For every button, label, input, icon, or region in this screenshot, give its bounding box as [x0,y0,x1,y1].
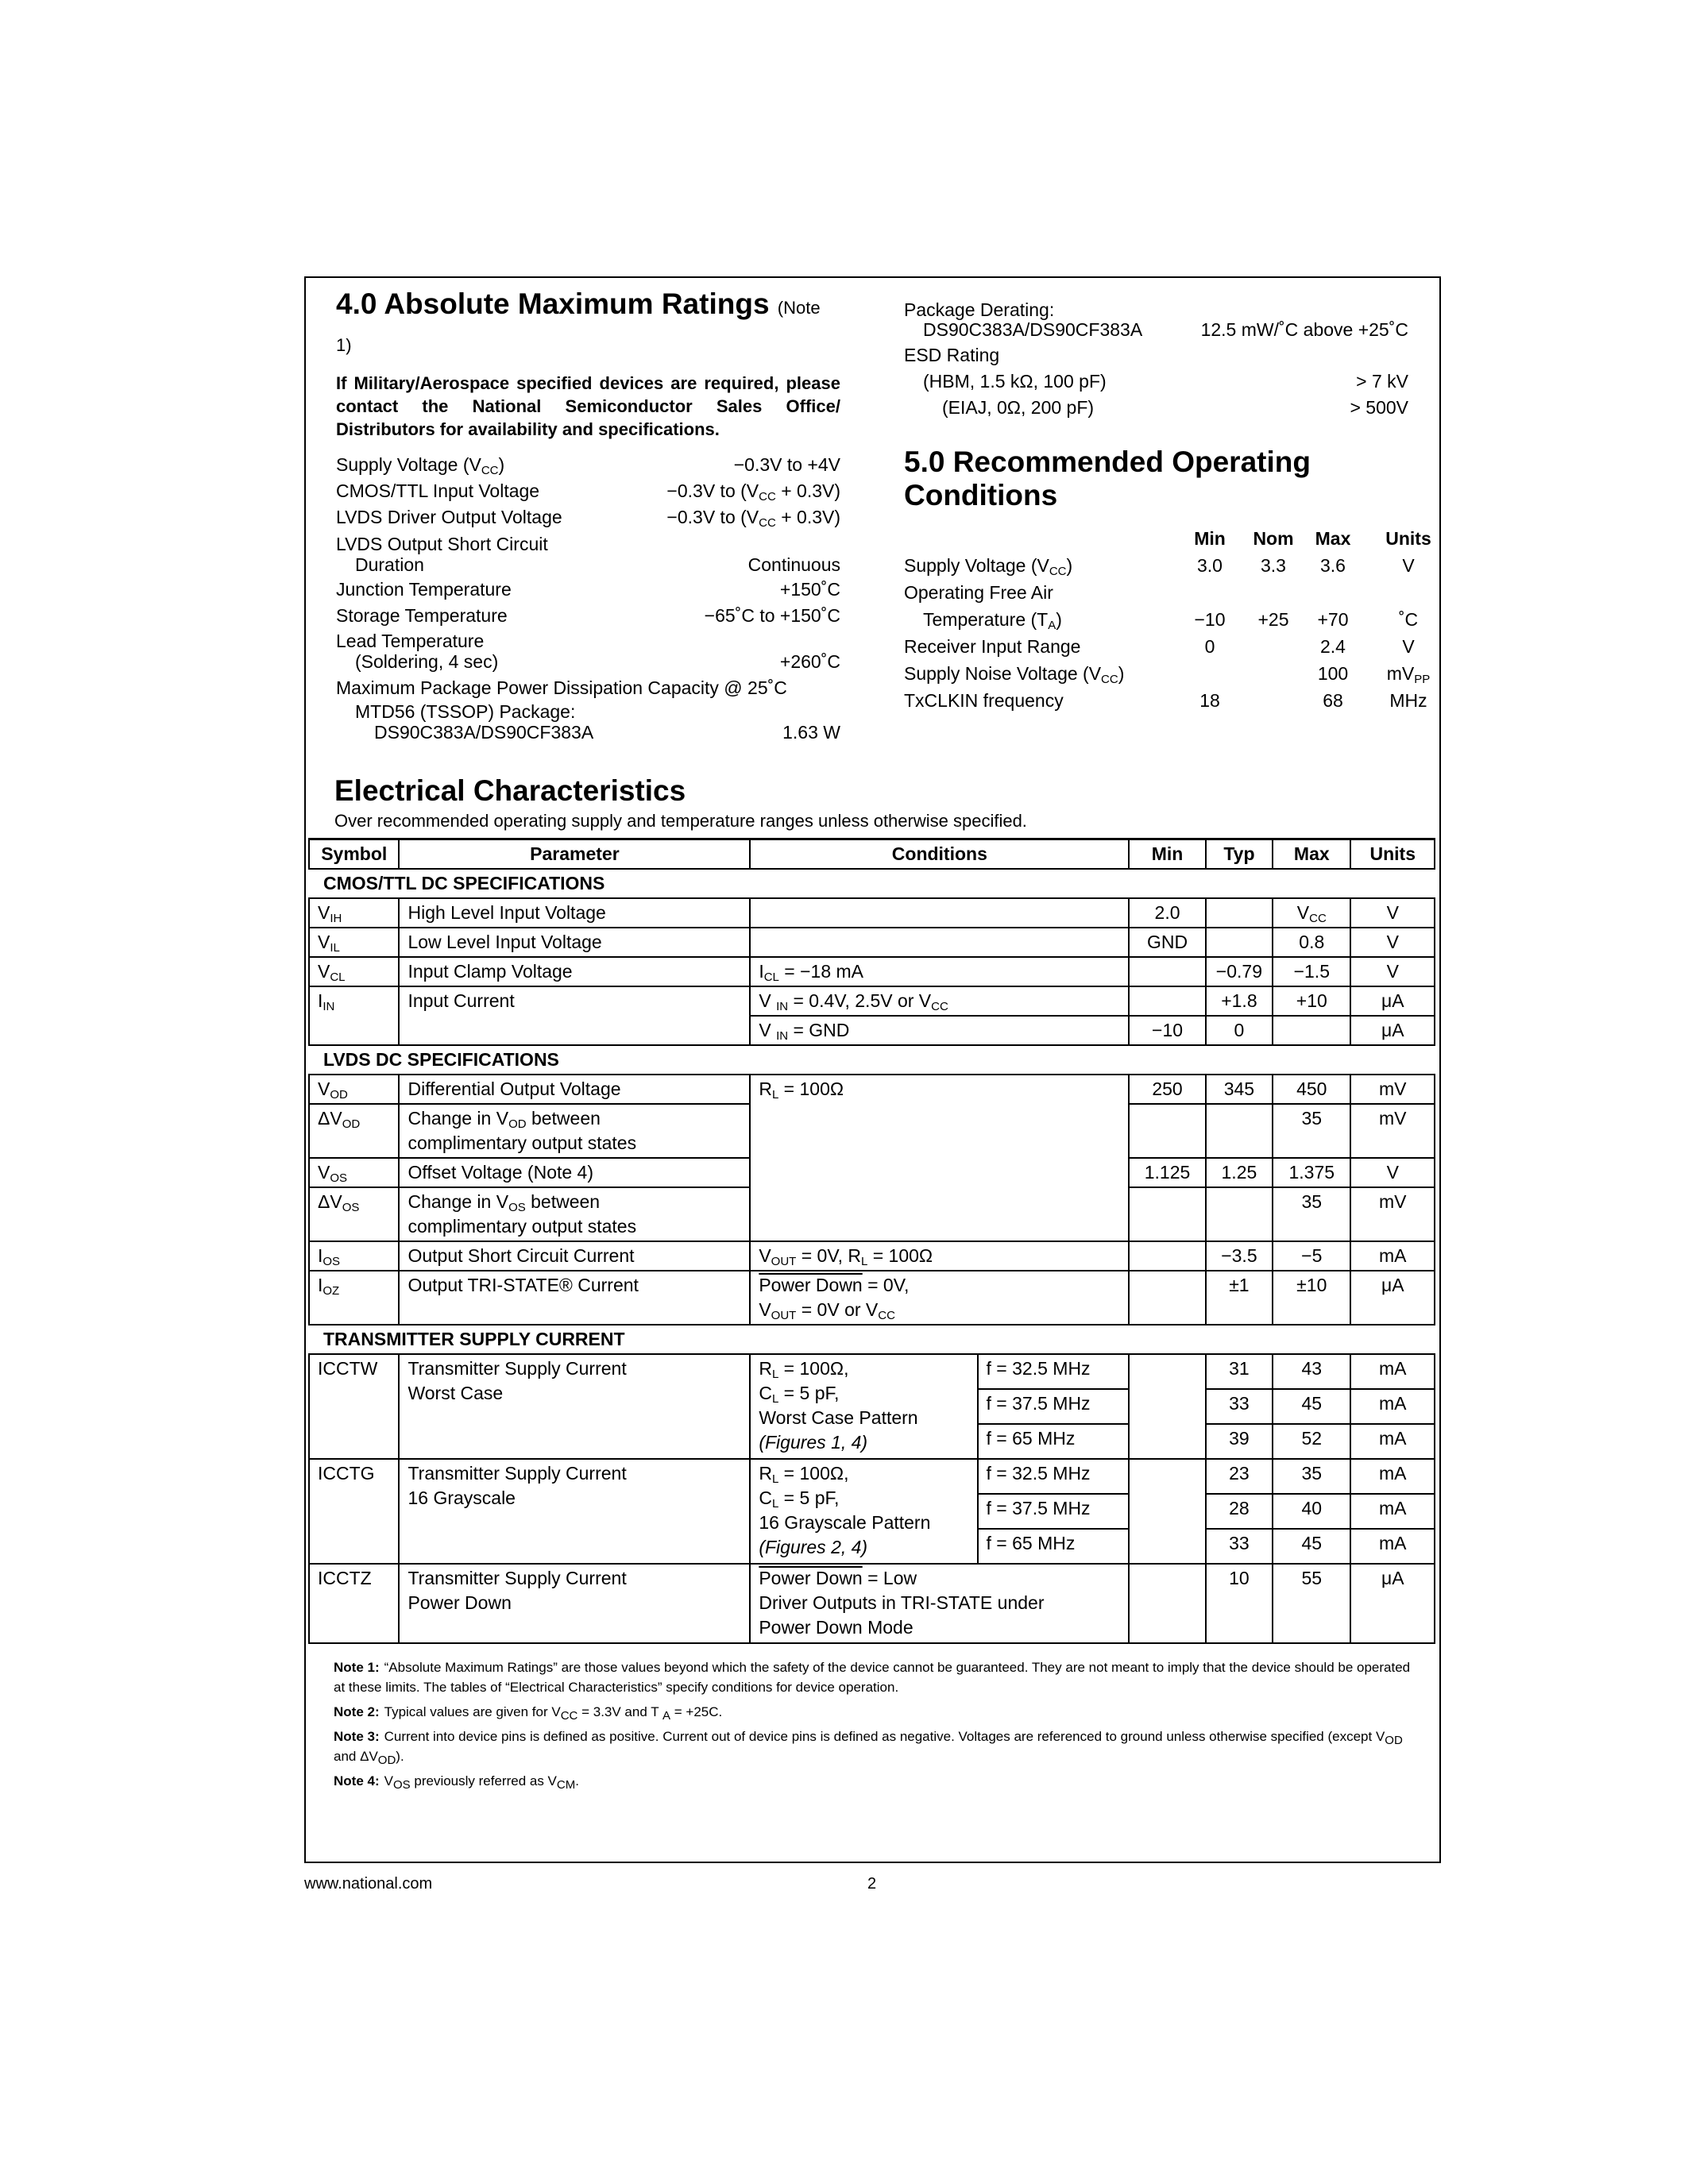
page-number: 2 [867,1875,877,1893]
rec-op-table: Min Nom Max Units Supply Voltage $(V_{CC})$ 3.0 3.3 3.6 V Operating Free Air Temperature $(T_A)$ −10 +25 +70 ˚C Receiver Input Range 0 2.4 V Supply Noise Voltage $(V_{CC})$ 100 $mV_{PP}$ TxCLKIN frequency 18 68 MHz [904,525,1420,714]
table-row: $I_{IN}$ Input Current V $_{IN}$ = 0.4V, 2.5V or $V_{CC}$ +1.8 +10 μA [309,986,1435,1016]
list-item: (EIAJ, 0Ω, 200 pF) > 500V [942,397,1408,418]
section-row: TRANSMITTER SUPPLY CURRENT [309,1325,1435,1354]
list-item: Junction Temperature +150˚C [336,579,840,600]
abs-max-list [336,452,840,743]
elec-table [308,838,1435,1644]
table-header: Symbol Parameter Conditions Min Typ Max Units [309,839,1435,870]
table-row: $\Delta V_{OD}$ Change in $V_{OD}$ between complimentary output states 35 mV [309,1104,1435,1158]
table-row: f = 65 MHz 33 45 mA [309,1529,1435,1564]
esd-label: ESD Rating [904,345,1000,365]
table-row: $V_{CL}$ Input Clamp Voltage $I_{CL} = -18$ mA −0.79 −1.5 V [309,957,1435,986]
list-item: Supply Voltage $(V_{CC})$ −0.3V to +4V [336,454,840,477]
note-3: Note 3: Current into device pins is defined as positive. Current out of device pins is defined as negative. Voltages are referenced to ground unless otherwise specified (except $V_{OD}$ and $\Delta V_{OD}$). [334,1729,1403,1767]
col-header: Max [1315,528,1351,549]
table-row: V $_{IN}$ = GND −10 0 μA [309,1016,1435,1045]
table-row: f = 65 MHz 39 52 mA [309,1424,1435,1459]
table-row: $\Delta V_{OS}$ Change in $V_{OS}$ between complimentary output states 35 mV [309,1187,1435,1241]
derating-esd-section [904,300,1408,419]
footer-url-link[interactable]: www.national.com [304,1875,433,1893]
row-label: Temperature $(T_A)$ [923,609,1062,632]
row-label: Operating Free Air [904,582,1053,603]
table-row: $V_{IH}$ High Level Input Voltage 2.0 $V_{CC}$ V [309,898,1435,928]
rec-op-heading: 5.0 Recommended Operating Conditions [904,446,1311,511]
table-row: $V_{OS}$ Offset Voltage (Note 4) 1.125 1.25 1.375 V [309,1158,1435,1187]
col-header: Min [1194,528,1226,549]
list-item: DS90C383A/DS90CF383A 1.63 W [374,722,840,743]
col-header: Nom [1253,528,1294,549]
list-item: DS90C383A/DS90CF383A 12.5 mW/˚C above +25˚C [923,319,1408,340]
power-dissipation: Maximum Package Power Dissipation Capacity @ 25˚C [336,677,787,698]
section-row: LVDS DC SPECIFICATIONS [309,1045,1435,1075]
section-row: CMOS/TTL DC SPECIFICATIONS [309,869,1435,898]
list-item: Lead Temperature (Soldering, 4 sec) +260˚C [336,631,840,672]
table-row: $V_{IL}$ Low Level Input Voltage GND 0.8 V [309,928,1435,957]
abs-max-heading: 4.0 Absolute Maximum Ratings (Note 1) [336,287,821,355]
rec-op-section [904,446,1431,714]
note-4: Note 4: $V_{OS}$ previously referred as $V_{CM}$. [334,1773,579,1792]
row-label: Supply Voltage $(V_{CC})$ [904,555,1073,578]
table-row: f = 37.5 MHz 28 40 mA [309,1494,1435,1529]
col-header: Units [1385,528,1431,549]
row-label: Supply Noise Voltage $(V_{CC})$ [904,663,1125,686]
row-label: TxCLKIN frequency [904,690,1064,711]
elec-subtitle: Over recommended operating supply and temperature ranges unless otherwise specified. [334,811,1027,831]
table-row: $I_{OS}$ Output Short Circuit Current $V_{OUT} = 0V$, $R_L = 100\Omega$ −3.5 −5 mA [309,1241,1435,1271]
table-row: ICCTG Transmitter Supply Current 16 Grayscale $R_L = 100\Omega$, $C_L = 5$ pF, 16 Grayscale Pattern (Figures 2, 4) f = 32.5 MHz 23 35 mA [309,1459,1435,1494]
notes [334,1657,1414,1796]
list-item: CMOS/TTL Input Voltage −0.3V to $(V_{CC} + 0.3V)$ [336,480,840,504]
list-item: LVDS Output Short Circuit Duration Continuous [336,534,840,575]
note-2: Note 2: Typical values are given for $V_{CC} = 3.3V$ and T $_A$ = +25C. [334,1704,723,1723]
table-row: f = 37.5 MHz 33 45 mA [309,1389,1435,1424]
table-row: $V_{OD}$ Differential Output Voltage $R_L = 100\Omega$ 250 345 450 mV [309,1075,1435,1104]
list-item: LVDS Driver Output Voltage −0.3V to $(V_{CC} + 0.3V)$ [336,507,840,530]
military-notice: If Military/Aerospace specified devices are required, please contact the National Semiconductor Sales Office/ Distributors for availability and specifications. [336,373,840,439]
abs-max-section [336,287,840,743]
derating-label: Package Derating: [904,299,1055,320]
row-label: Receiver Input Range [904,636,1081,657]
table-row: ICCTZ Transmitter Supply Current Power Down Power Down = Low Driver Outputs in TRI-STATE under Power Down Mode 10 55 μA [309,1564,1435,1643]
list-item: Storage Temperature −65˚C to +150˚C [336,605,840,626]
elec-heading: Electrical Characteristics [334,774,686,807]
list-item: (HBM, 1.5 kΩ, 100 pF) > 7 kV [923,371,1408,392]
table-row: $I_{OZ}$ Output TRI-STATE® Current Power Down = 0V, $V_{OUT} = 0V$ or $V_{CC}$ ±1 ±10 μA [309,1271,1435,1325]
note-1: Note 1: “Absolute Maximum Ratings” are those values beyond which the safety of the device cannot be guaranteed. They are not meant to imply that the device should be operated at these limits. The tables of “Electrical Characteristics” specify conditions for device operation. [334,1660,1411,1695]
package-label: MTD56 (TSSOP) Package: [355,701,576,722]
table-row: ICCTW Transmitter Supply Current Worst Case $R_L = 100\Omega$, $C_L = 5$ pF, Worst Case Pattern (Figures 1, 4) f = 32.5 MHz 31 43 mA [309,1354,1435,1389]
